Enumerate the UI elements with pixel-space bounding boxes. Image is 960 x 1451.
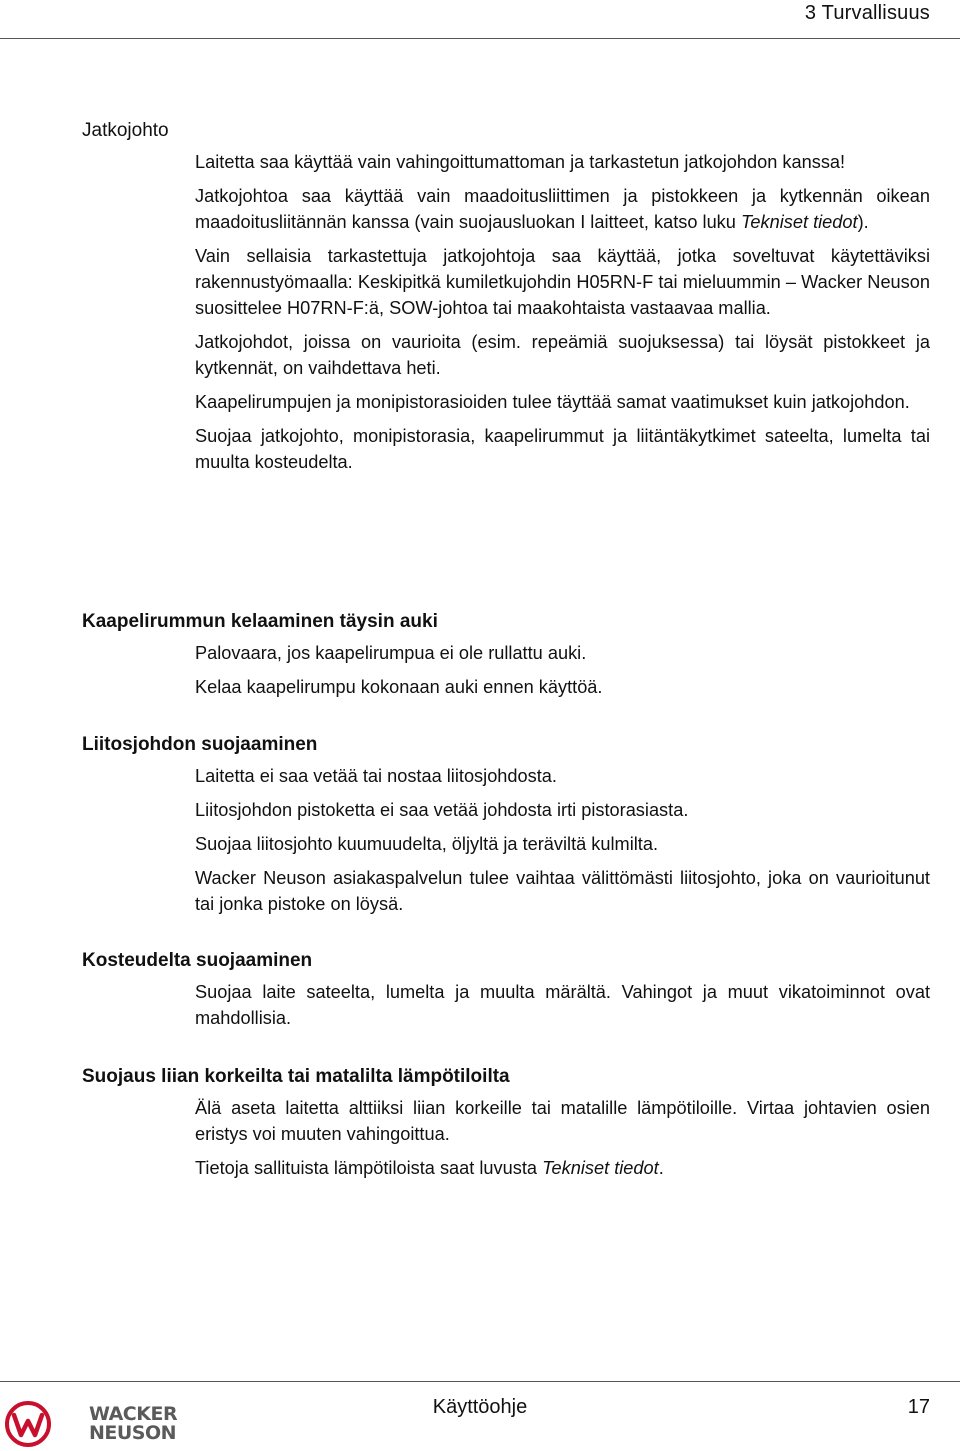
page-number: 17: [907, 1396, 930, 1418]
paragraph: Suojaa laite sateelta, lumelta ja muulta märältä. Vahingot ja muut vikatoiminnot ovat mahdollisia.: [195, 982, 930, 1028]
section-body: [195, 640, 930, 700]
paragraph: Kelaa kaapelirumpu kokonaan auki ennen käyttöä.: [195, 677, 603, 697]
section-lampotila: [82, 1064, 930, 1189]
logo-line: WACKER: [89, 1403, 178, 1425]
header-divider: [0, 38, 960, 39]
chapter-reference: Tekniset tiedot: [740, 212, 858, 232]
paragraph-text: Tietoja sallituista lämpötiloista saat luvusta: [195, 1158, 543, 1178]
paragraph-text-end: ).: [857, 212, 869, 232]
section-heading: Jatkojohto: [82, 120, 169, 141]
section-kaapelirumpu: [82, 609, 930, 708]
footer-divider: [0, 1381, 960, 1382]
paragraph: Wacker Neuson asiakaspalvelun tulee vaihtaa välittömästi liitosjohto, joka on vaurioitunut tai jonka pistoke on löysä.: [195, 868, 930, 914]
section-body: [195, 149, 930, 475]
paragraph-text-end: .: [658, 1158, 664, 1178]
section-body: [195, 979, 930, 1031]
section-heading: Kaapelirummun kelaaminen täysin auki: [82, 611, 438, 632]
paragraph: Laitetta saa käyttää vain vahingoittumattoman ja tarkastetun jatkojohdon kanssa!: [195, 152, 846, 172]
section-liitosjohto: [82, 732, 930, 925]
logo-line: NEUSON: [89, 1422, 177, 1444]
section-heading: Suojaus liian korkeilta tai matalilta lämpötiloilta: [82, 1066, 510, 1087]
section-body: [195, 763, 930, 917]
running-header-title: 3 Turvallisuus: [804, 2, 930, 24]
paragraph: Kaapelirumpujen ja monipistorasioiden tulee täyttää samat vaatimukset kuin jatkojohdon.: [195, 392, 910, 412]
paragraph: Liitosjohdon pistoketta ei saa vetää johdosta irti pistorasiasta.: [195, 800, 689, 820]
paragraph-text: Jatkojohtoa saa käyttää vain maadoitusliittimen ja pistokkeen ja kytkennän oikean maadoitusliitännän kanssa (vain suojausluokan I laitteet, katso luku: [195, 186, 930, 232]
chapter-reference: Tekniset tiedot: [542, 1158, 659, 1178]
paragraph: Jatkojohdot, joissa on vaurioita (esim. repeämiä suojuksessa) tai löysät pistokkeet ja kytkennät, on vaihdettava heti.: [195, 332, 930, 378]
paragraph: Vain sellaisia tarkastettuja jatkojohtoja saa käyttää, jotka soveltuvat käytettäviksi rakennustyömaalla: Keskipitkä kumiletkujohdin H05RN-F tai mieluummin – Wacker Neuson suosittelee H07RN-F:ä, SOW-johtoa tai maakohtaista vastaavaa mallia.: [195, 246, 930, 318]
paragraph: Suojaa jatkojohto, monipistorasia, kaapelirummut ja liitäntäkytkimet sateelta, lumelta tai muulta kosteudelta.: [195, 426, 930, 472]
footer-doc-type: Käyttöohje: [432, 1396, 528, 1418]
paragraph: Palovaara, jos kaapelirumpua ei ole rullattu auki.: [195, 643, 587, 663]
section-body: [195, 1095, 930, 1181]
paragraph: [195, 183, 930, 235]
paragraph: Älä aseta laitetta alttiiksi liian korkeille tai matalille lämpötiloille. Virtaa johtavien osien eristys voi muuten vahingoittua.: [195, 1098, 930, 1144]
section-heading: Kosteudelta suojaaminen: [82, 950, 313, 971]
paragraph: Suojaa liitosjohto kuumuudelta, öljyltä ja teräviltä kulmilta.: [195, 834, 659, 854]
section-heading: Liitosjohdon suojaaminen: [82, 734, 318, 755]
section-jatkojohto: [82, 118, 930, 483]
paragraph: [195, 1155, 930, 1181]
section-kosteus: [82, 948, 930, 1039]
paragraph: Laitetta ei saa vetää tai nostaa liitosjohdosta.: [195, 766, 557, 786]
